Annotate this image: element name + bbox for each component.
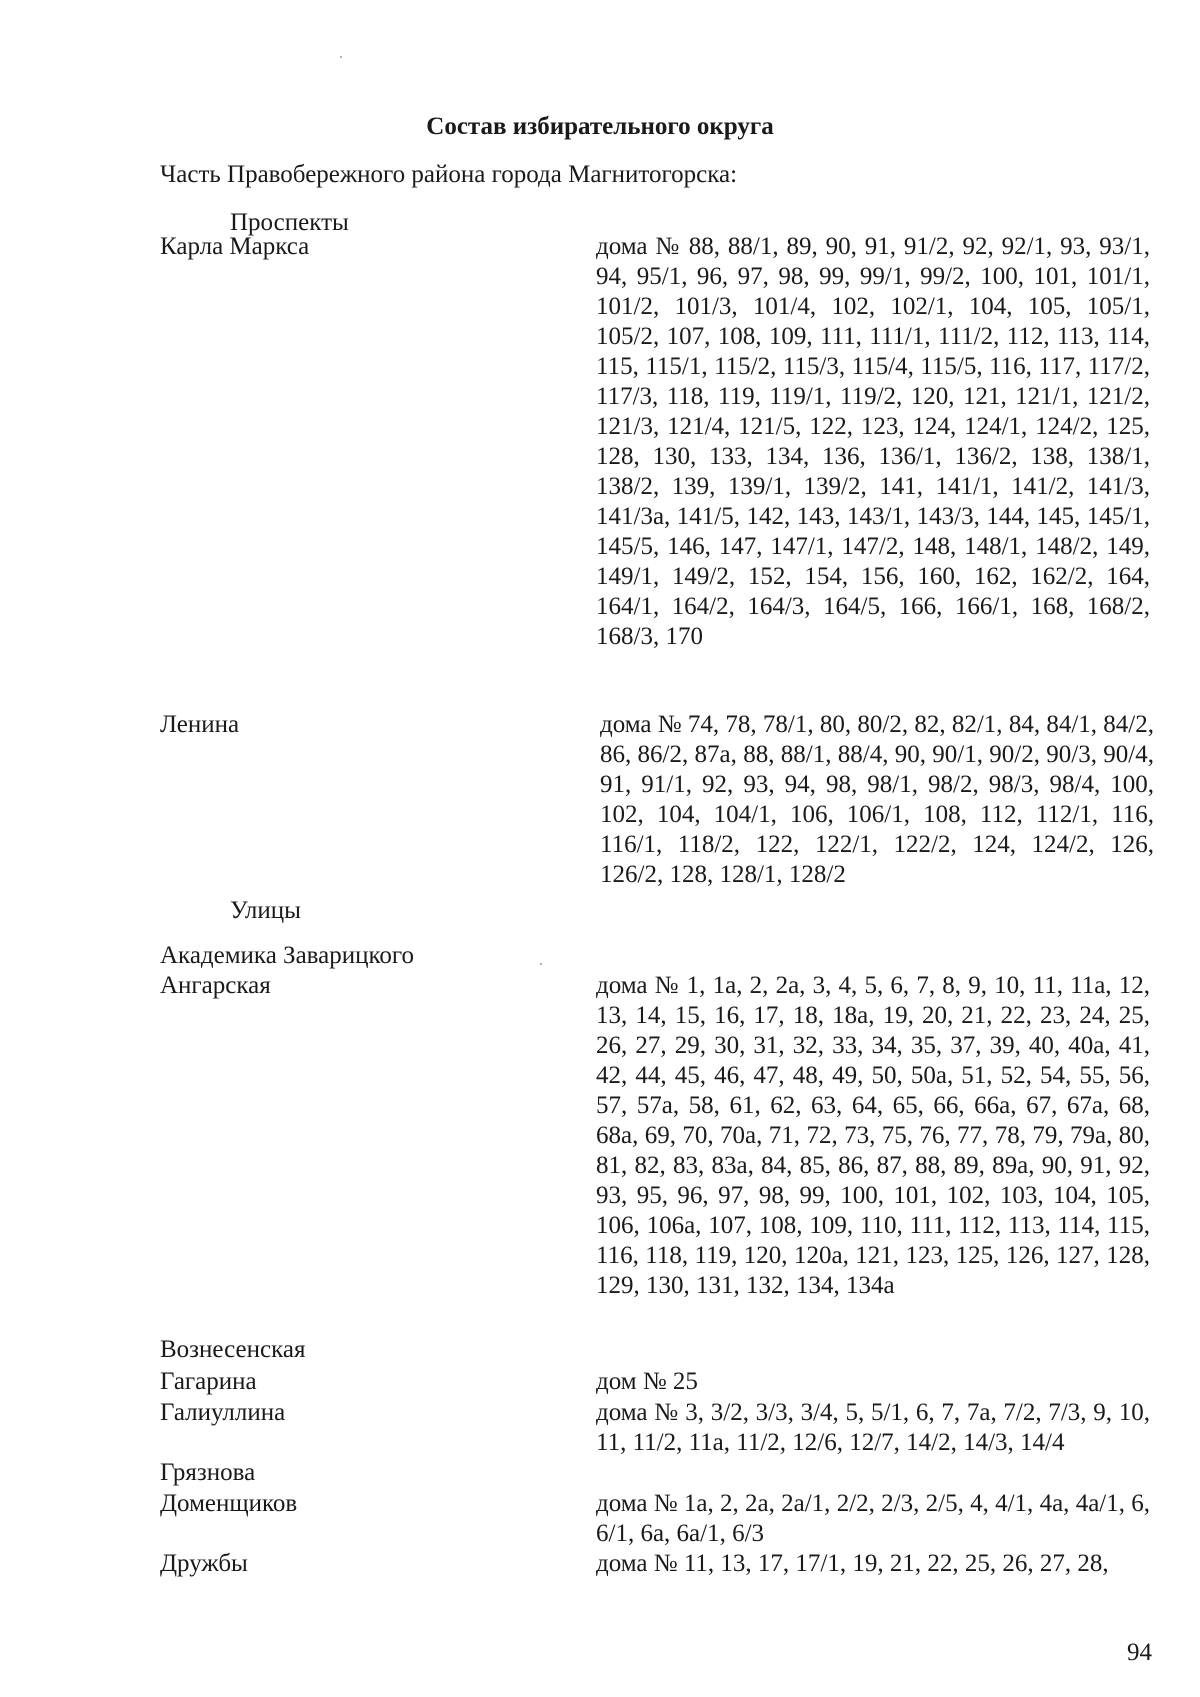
entry-name-domenshchikov: Доменщиков [160,1490,298,1517]
entry-name-karla-marksa: Карла Маркса [160,233,310,260]
entry-houses-lenina: дома № 74, 78, 78/1, 80, 80/2, 82, 82/1, 84, 84/1, 84/2, 86, 86/2, 87а, 88, 88/1, 88/4, 90, 90/1, 90/2, 90/3, 90/4, 91, 91/1, 92, 93, 94, 98, 98/1, 98/2, 98/3, 98/4, 100, 102, 104, 104/1, 106, 106/1, 108, 112, 112/1, 116, 116/1, 118/2, 122, 122/1, 122/2, 124, 124/2, 126, 126/2, 128, 128/1, 128/2 [600,711,1154,888]
scan-speck [340,56,342,58]
scan-speck [540,963,542,965]
page-number: 94 [1127,1639,1152,1666]
entry-houses-domenshchikov: дома № 1а, 2, 2а, 2а/1, 2/2, 2/3, 2/5, 4, 4/1, 4а, 4а/1, 6, 6/1, 6а, 6а/1, 6/3 [596,1490,1150,1547]
entry-name-voznesenskaya: Вознесенская [160,1336,306,1363]
entry-houses-angarskaya: дома № 1, 1а, 2, 2а, 3, 4, 5, 6, 7, 8, 9, 10, 11, 11а, 12, 13, 14, 15, 16, 17, 18, 18а, 19, 20, 21, 22, 23, 24, 25, 26, 27, 29, 30, 31, 32, 33, 34, 35, 37, 39, 40, 40а, 41, 42, 44, 45, 46, 47, 48, 49, 50, 50а, 51, 52, 54, 55, 56, 57, 57а, 58, 61, 62, 63, 64, 65, 66, 66а, 67, 67а, 68, 68а, 69, 70, 70а, 71, 72, 73, 75, 76, 77, 78, 79, 79а, 80, 81, 82, 83, 83а, 84, 85, 86, 87, 88, 89, 89а, 90, 91, 92, 93, 95, 96, 97, 98, 99, 100, 101, 102, 103, 104, 105, 106, 106а, 107, 108, 109, 110, 111, 112, 113, 114, 115, 116, 118, 119, 120, 120а, 121, 123, 125, 126, 127, 128, 129, 130, 131, 132, 134, 134а [596,972,1150,1299]
entry-name-angarskaya: Ангарская [160,972,271,999]
entry-houses-karla-marksa: дома № 88, 88/1, 89, 90, 91, 91/2, 92, 92/1, 93, 93/1, 94, 95/1, 96, 97, 98, 99, 99/1, 99/2, 100, 101, 101/1, 101/2, 101/3, 101/4, 102, 102/1, 104, 105, 105/1, 105/2, 107, 108, 109, 111, 111/1, 111/2, 112, 113, 114, 115, 115/1, 115/2, 115/3, 115/4, 115/5, 116, 117, 117/2, 117/3, 118, 119, 119/1, 119/2, 120, 121, 121/1, 121/2, 121/3, 121/4, 121/5, 122, 123, 124, 124/1, 124/2, 125, 128, 130, 133, 134, 136, 136/1, 136/2, 138, 138/1, 138/2, 139, 139/1, 139/2, 141, 141/1, 141/2, 141/3, 141/3а, 141/5, 142, 143, 143/1, 143/3, 144, 145, 145/1, 145/5, 146, 147, 147/1, 147/2, 148, 148/1, 148/2, 149, 149/1, 149/2, 152, 154, 156, 160, 162, 162/2, 164, 164/1, 164/2, 164/3, 164/5, 166, 166/1, 168, 168/2, 168/3, 170 [596,233,1150,650]
entry-name-lenina: Ленина [160,711,240,738]
entry-name-gryaznova: Грязнова [160,1459,256,1486]
document-title: Состав избирательного округа [426,113,774,140]
entry-houses-galiullina: дома № 3, 3/2, 3/3, 3/4, 5, 5/1, 6, 7, 7а, 7/2, 7/3, 9, 10, 11, 11/2, 11а, 11/2, 12/6, 12/7, 14/2, 14/3, 14/4 [596,1399,1150,1456]
entry-name-akademika-zavaritskogo: Академика Заварицкого [160,942,415,969]
document-subtitle: Часть Правобережного района города Магнитогорска: [160,161,738,188]
entry-name-galiullina: Галиуллина [160,1399,286,1426]
entry-houses-gagarina: дом № 25 [596,1368,698,1395]
entry-name-gagarina: Гагарина [160,1368,257,1395]
section-heading-prospects: Проспекты [230,209,349,236]
entry-houses-druzhby: дома № 11, 13, 17, 17/1, 19, 21, 22, 25, 26, 27, 28, [596,1550,1109,1577]
section-heading-streets: Улицы [230,897,301,924]
entry-name-druzhby: Дружбы [160,1550,248,1577]
